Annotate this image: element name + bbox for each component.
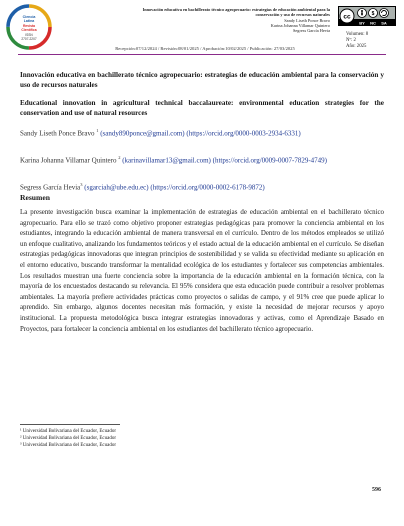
page-number: 596: [372, 487, 381, 493]
title-english: Educational innovation in agricultural technical baccalaureate: environmental education strategies for the conservation and use of natural resources: [20, 99, 384, 117]
author-3-name: Segress García Hevia: [20, 183, 81, 192]
abstract-text: La presente investigación busca examinar la implementación de estrategias de educación ambiental en el bachillerato técnico agropecuario. Para ello se trazó como objetivo proponer estrategias pedagógicas para promover la conciencia ambiental en los estudiantes, integrando la educación ambiental de manera transversal en el currículo. Dentro de los métodos empleados se utilizó un enfoque cualitativo, analizando los fundamentos teóricos y el estado actual de la educación ambiental en el currículo. Se diseñan estrategias pedagógicas innovadoras que integran principios de sostenibilidad y se valida su efectividad mediante su aplicación en el entorno educativo, buscando transformar la mentalidad ecológica de los estudiantes y fortalecer sus competencias ambientales. Los resultados muestran una fuerte conciencia sobre la importancia de la educación ambiental en la formación técnica, con la mayoría de los encuestados destacando su relevancia. El 95% considera que esta educación puede contribuir a resolver problemas ambientales. La mayoría prefiere actividades prácticas como proyectos o salidas de campo, y el 91% cree que puede aplicar lo aprendido. Sin embargo, algunos docentes necesitan más formación, y existe la necesidad de mejorar recursos y apoyo institucional. La propuesta metodológica busca integrar estrategias innovadoras y activas, como el Aprendizaje Basado en Proyectos, para fortalecer la conciencia ambiental en los estudiantes del bachillerato técnico agropecuario.: [20, 209, 384, 333]
author-2-sup: 2: [118, 155, 121, 160]
author-1-email[interactable]: (sandy890ponce@gmail.com): [100, 129, 185, 138]
author-2-email[interactable]: (karinavillamar13@gmail.com): [122, 156, 211, 165]
author-1-name: Sandy Liseth Ponce Bravo: [20, 129, 95, 138]
author-2-name: Karina Johanna Villamar Quintero: [20, 156, 117, 165]
cc-label: cc: [343, 13, 351, 21]
author-1: [20, 126, 384, 138]
footnote-1: ¹ Universidad Bolivariana del Ecuador, Ecuador: [20, 429, 116, 434]
number-label: Nº: 2: [346, 38, 356, 43]
running-header-title-1: Innovación educativa en bachillerato técnico agropecuario: estrategias de educación ambiental para la: [142, 7, 330, 12]
running-header-title-2: conservación y uso de recursos naturales: [255, 12, 330, 18]
author-3: [20, 180, 384, 192]
header-divider: [18, 54, 386, 55]
author-3-sup: 3: [80, 182, 83, 187]
cc-license-badge[interactable]: [338, 6, 396, 26]
journal-logo: [6, 4, 52, 50]
footnote-divider: [20, 424, 120, 425]
running-header-author-1: Sandy Liseth Ponce Bravo: [284, 17, 330, 23]
running-header-author-2: Karina Johanna Villamar Quintero: [270, 22, 330, 28]
footnotes: [20, 428, 116, 450]
volume-info: [346, 32, 368, 50]
logo-text-3: Revista: [22, 24, 36, 28]
author-2: [20, 153, 384, 165]
running-header-author-3: Segress García Hevia: [293, 28, 330, 34]
footnote-2: ² Universidad Bolivariana del Ecuador, Ecuador: [20, 436, 116, 442]
logo-text-1: Ciencia: [22, 15, 36, 19]
author-1-orcid[interactable]: (https://orcid.org/0000-0003-2934-6331): [186, 129, 301, 138]
volume-label: Volumen: 8: [346, 32, 369, 37]
author-3-orcid[interactable]: (https://orcid.org/0000-0002-6178-9872): [150, 183, 265, 192]
author-1-sup: 1: [96, 128, 99, 133]
year-label: Año: 2025: [346, 44, 367, 49]
by-label: BY: [359, 20, 365, 26]
logo-text-6: 2707-2207: [21, 37, 37, 41]
nc-label: NC: [370, 20, 376, 26]
dates-line: Recepción:07/12/2024 / Revisión:08/01/2025 / Aprobación:10/02/2025 / Publicación: 27/03/2025: [115, 46, 295, 51]
author-3-email[interactable]: (sgarciah@ube.edu.ec): [84, 183, 149, 192]
resumen-heading: Resumen: [20, 193, 50, 202]
logo-text-4: Científica: [21, 28, 37, 32]
logo-text-2: Latina: [23, 19, 35, 23]
logo-text-5: ISSN: [25, 33, 33, 37]
sa-label: SA: [381, 20, 387, 26]
running-header: [64, 7, 330, 33]
author-2-orcid[interactable]: (https://orcid.org/0009-0007-7829-4749): [212, 156, 328, 165]
footnote-3: ³ Universidad Bolivariana del Ecuador, Ecuador: [20, 443, 116, 449]
svg-text:$: $: [371, 11, 375, 17]
title-spanish: Innovación educativa en bachillerato técnico agropecuario: estrategias de educación ambiental para la conservación y uso de recursos naturales: [20, 71, 384, 89]
